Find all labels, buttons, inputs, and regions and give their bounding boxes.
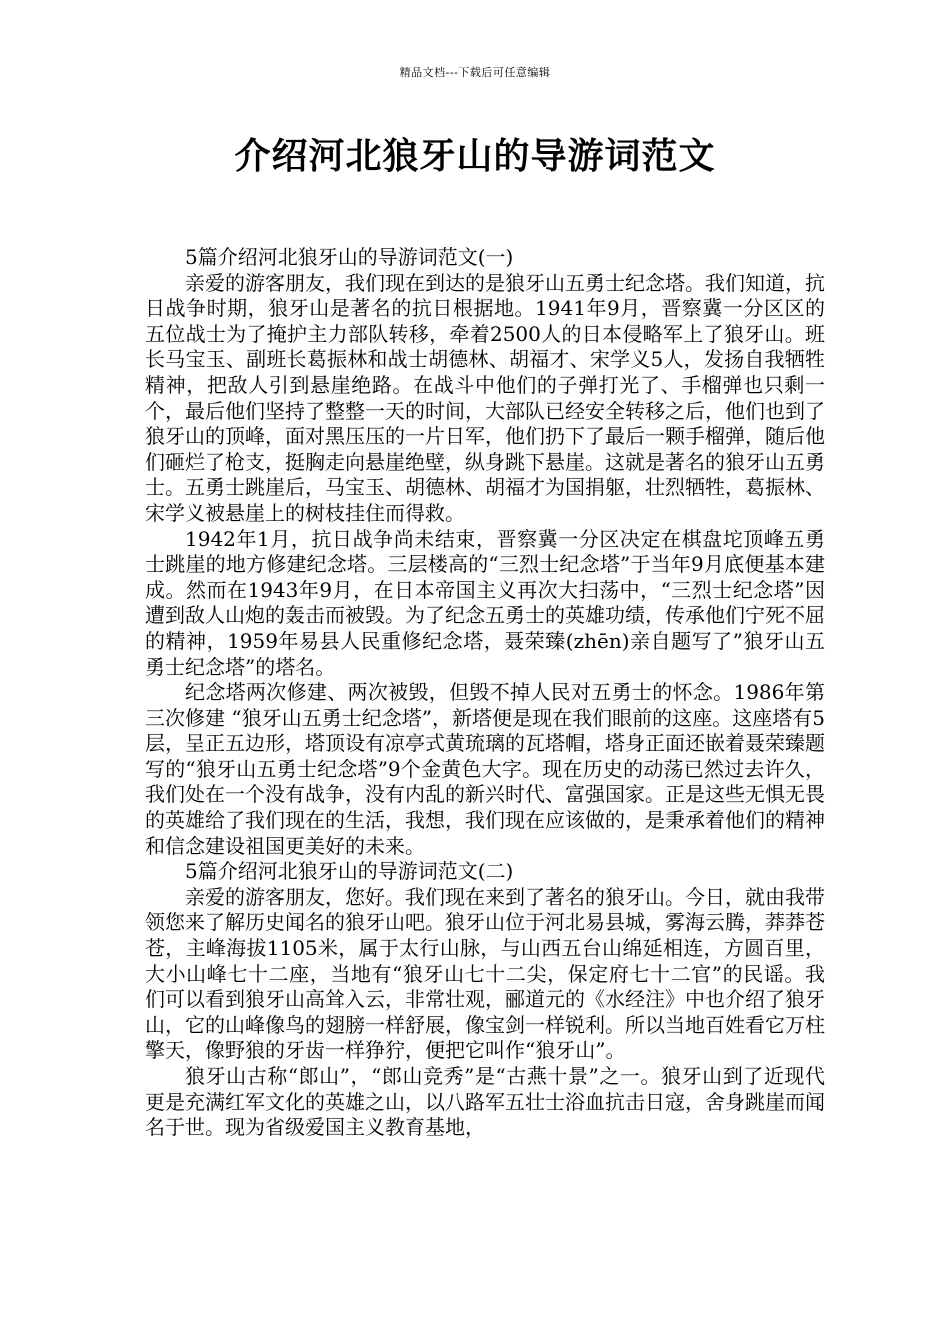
- paragraph: 亲爱的游客朋友，您好。我们现在来到了著名的狼牙山。今日，就由我带领您来了解历史闻名的狼牙山吧。狼牙山位于河北易县城，雾海云腾，莽莽苍苍，主峰海拔1105米，属于太行山脉，与山西五台山绵延相连，方圆百里，大小山峰七十二座，当地有“狼牙山七十二尖，保定府七十二官”的民谣。我们可以看到狼牙山高耸入云，非常壮观，郦道元的《水经注》中也介绍了狼牙山，它的山峰像鸟的翅膀一样舒展，像宝剑一样锐利。所以当地百姓看它万柱擎天，像野狼的牙齿一样狰狞，便把它叫作“狼牙山”。: [145, 884, 825, 1063]
- document-title: 介绍河北狼牙山的导游词范文: [234, 136, 716, 177]
- document-body: [145, 245, 825, 1141]
- paragraph: 亲爱的游客朋友，我们现在到达的是狼牙山五勇士纪念塔。我们知道，抗日战争时期，狼牙山是著名的抗日根据地。1941年9月，晋察冀一分区区的五位战士为了掩护主力部队转移，牵着2500人的日本侵略军上了狼牙山。班长马宝玉、副班长葛振林和战士胡德林、胡福才、宋学义5人，发扬自我牺牲精神，把敌人引到悬崖绝路。在战斗中他们的子弹打光了、手榴弹也只剩一个，最后他们坚持了整整一天的时间，大部队已经安全转移之后，他们也到了狼牙山的顶峰，面对黑压压的一片日军，他们扔下了最后一颗手榴弹，随后他们砸烂了枪支，挺胸走向悬崖绝壁，纵身跳下悬崖。这就是著名的狼牙山五勇士。五勇士跳崖后，马宝玉、胡德林、胡福才为国捐躯，壮烈牺牲，葛振林、宋学义被悬崖上的树枝挂住而得救。: [145, 270, 825, 525]
- section-heading-1: 5篇介绍河北狼牙山的导游词范文(一): [185, 245, 514, 269]
- section-heading-2: 5篇介绍河北狼牙山的导游词范文(二): [185, 859, 514, 884]
- paragraph: 狼牙山古称“郎山”，“郎山竞秀”是“古燕十景”之一。狼牙山到了近现代更是充满红军文化的英雄之山，以八路军五壮士浴血抗击日寇，舍身跳崖而闻名于世。现为省级爱国主义教育基地，: [145, 1064, 825, 1140]
- paragraph: 1942年1月，抗日战争尚未结束，晋察冀一分区决定在棋盘坨顶峰五勇士跳崖的地方修建纪念塔。三层楼高的“三烈士纪念塔”于当年9月底便基本建成。然而在1943年9月，在日本帝国主义再次大扫荡中，“三烈士纪念塔”因遭到敌人山炮的轰击而被毁。为了纪念五勇士的英雄功绩，传承他们宁死不屈的精神，1959年易县人民重修纪念塔，聂荣臻(zhēn)亲自题写了”狼牙山五勇士纪念塔”的塔名。: [145, 526, 825, 679]
- page-header: 精品文档---下载后可任意编辑: [399, 66, 551, 79]
- paragraph: 纪念塔两次修建、两次被毁，但毁不掉人民对五勇士的怀念。1986年第三次修建 “狼牙山五勇士纪念塔”，新塔便是现在我们眼前的这座。这座塔有5层，呈正五边形，塔顶设有凉亭式黄琉璃的瓦塔帽，塔身正面还嵌着聂荣臻题写的“狼牙山五勇士纪念塔”9个金黄色大字。现在历史的动荡已然过去许久，我们处在一个没有战争，没有内乱的新兴时代、富强国家。正是这些无惧无畏的英雄给了我们现在的生活，我想，我们现在应该做的，是秉承着他们的精神和信念建设祖国更美好的未来。: [145, 680, 825, 858]
